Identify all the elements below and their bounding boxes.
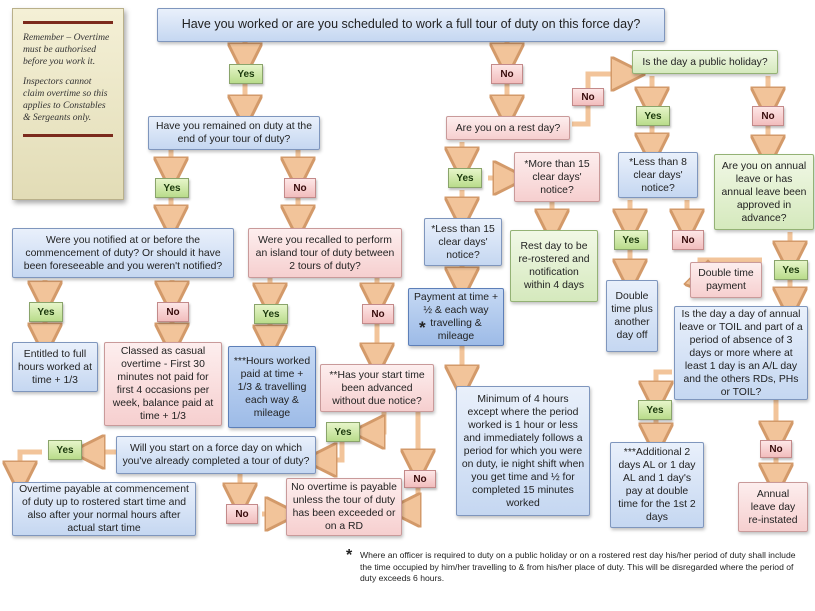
result-casual-overtime: Classed as casual overtime - First 30 minutes not paid for first 4 occasions per week, balance paid at time + 1/3 bbox=[104, 342, 222, 426]
result-hours-worked-paid: ***Hours worked paid at time + 1/3 & travelling each way & mileage bbox=[228, 346, 316, 428]
result-leave-reinstated: Annual leave day re-instated bbox=[738, 482, 808, 532]
reminder-top-rule bbox=[23, 21, 113, 24]
question-remained-on-duty: Have you remained on duty at the end of your tour of duty? bbox=[148, 116, 320, 150]
footnote-asterisk: * bbox=[346, 547, 353, 564]
no-part-period: No bbox=[760, 440, 792, 458]
result-minimum-4-hours: Minimum of 4 hours except where the period worked is 1 hour or less and immediately follows a period for which you were on duty, ie night shift when you get time and ½ for completed 15 minutes worked bbox=[456, 386, 590, 516]
question-annual-leave: Are you on annual leave or has annual leave been approved in advance? bbox=[714, 154, 814, 230]
yes-start-force-day: Yes bbox=[48, 440, 82, 460]
no-remained: No bbox=[284, 178, 316, 198]
yes-advanced: Yes bbox=[326, 422, 360, 442]
no-full-tour: No bbox=[491, 64, 523, 84]
question-start-force-day: Will you start on a force day on which you've already completed a tour of duty? bbox=[116, 436, 316, 474]
yes-part-period: Yes bbox=[638, 400, 672, 420]
question-notified: Were you notified at or before the commencement of duty? Or should it have been foreseeable and you weren't notified? bbox=[12, 228, 234, 278]
no-recalled: No bbox=[362, 304, 394, 324]
question-rest-day: Are you on a rest day? bbox=[446, 116, 570, 140]
reminder-inspectors-text: Inspectors cannot claim overtime so this applies to Constables & Sergeants only. bbox=[23, 75, 108, 123]
question-part-period-absence: Is the day a day of annual leave or TOIL and part of a period of absence of 3 days or more where at least 1 day is an A/L day and the others RDs, PHs or TOIL? bbox=[674, 306, 808, 400]
reminder-bottom-rule bbox=[23, 134, 113, 137]
footnote-text: Where an officer is required to duty on a public holiday or on a rostered rest day his/her period of duty shall include the time occupied by him/her travelling to & from his/her place of duty. This will be disregarded where the period of duty exceeds 6 hours. bbox=[360, 550, 796, 584]
result-entitled-full-hours: Entitled to full hours worked at time + 1/3 bbox=[12, 342, 98, 392]
yes-notified: Yes bbox=[29, 302, 63, 322]
no-rest-day: No bbox=[572, 88, 604, 106]
result-rest-day-rerostered: Rest day to be re-rostered and notification within 4 days bbox=[510, 230, 598, 302]
question-more-than-15-days: *More than 15 clear days' notice? bbox=[514, 152, 600, 202]
question-less-than-8-days: *Less than 8 clear days' notice? bbox=[618, 152, 698, 198]
reminder-authorised-text: Remember – Overtime must be authorised before you work it. bbox=[23, 32, 110, 67]
question-full-tour: Have you worked or are you scheduled to work a full tour of duty on this force day? bbox=[157, 8, 665, 42]
yes-remained: Yes bbox=[155, 178, 189, 198]
yes-less-than-8: Yes bbox=[614, 230, 648, 250]
result-additional-days: ***Additional 2 days AL or 1 day AL and 1 day's pay at double time for the 1st 2 days bbox=[610, 442, 704, 528]
yes-rest-day: Yes bbox=[448, 168, 482, 188]
payment-time-half-text: Payment at time + ½ & each way travelling & mileage bbox=[413, 292, 499, 342]
result-double-time-payment: Double time payment bbox=[690, 262, 762, 298]
no-start-force-day: No bbox=[226, 504, 258, 524]
no-notified: No bbox=[157, 302, 189, 322]
result-no-overtime: No overtime is payable unless the tour of duty has been exceeded or on a RD bbox=[286, 478, 402, 536]
yes-full-tour: Yes bbox=[229, 64, 263, 84]
question-start-time-advanced: **Has your start time been advanced without due notice? bbox=[320, 364, 434, 412]
asterisk-marker: * bbox=[419, 318, 426, 337]
result-overtime-payable: Overtime payable at commencement of duty up to rostered start time and also after your normal hours after actual start time bbox=[12, 482, 196, 536]
no-less-than-8: No bbox=[672, 230, 704, 250]
result-double-time-day-off: Double time plus another day off bbox=[606, 280, 658, 352]
yes-public-holiday: Yes bbox=[636, 106, 670, 126]
reminder-note bbox=[12, 8, 124, 200]
question-less-than-15-days: *Less than 15 clear days' notice? bbox=[424, 218, 502, 266]
yes-annual-leave: Yes bbox=[774, 260, 808, 280]
no-advanced: No bbox=[404, 470, 436, 488]
yes-recalled: Yes bbox=[254, 304, 288, 324]
no-public-holiday: No bbox=[752, 106, 784, 126]
question-recalled: Were you recalled to perform an island tour of duty between 2 tours of duty? bbox=[248, 228, 402, 278]
question-public-holiday: Is the day a public holiday? bbox=[632, 50, 778, 74]
